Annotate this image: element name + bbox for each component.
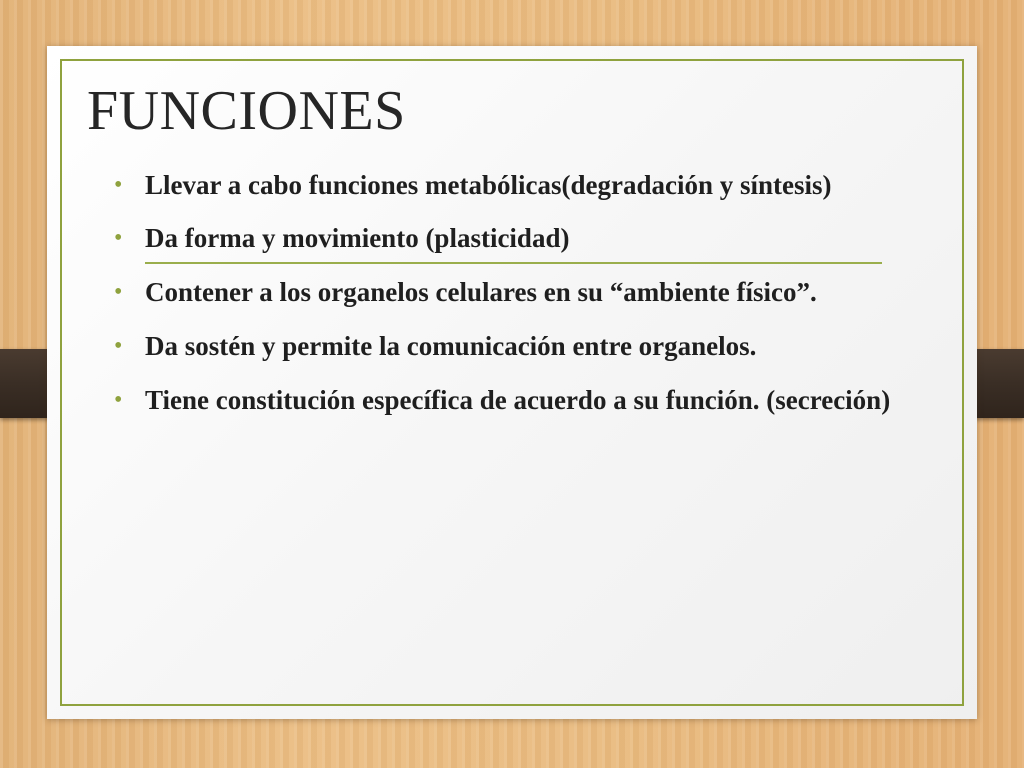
bullet-text: Da sostén y permite la comunicación entre organelos. bbox=[145, 331, 757, 361]
bullet-item bbox=[114, 166, 914, 209]
bullet-item bbox=[114, 219, 914, 258]
bullet-icon: • bbox=[114, 225, 123, 251]
bullet-item bbox=[114, 273, 914, 312]
slide-paper bbox=[47, 46, 977, 719]
bullet-text: Contener a los organelos celulares en su “ambiente físico”. bbox=[145, 277, 817, 307]
bullet-icon: • bbox=[114, 333, 123, 359]
bullet-text: Llevar a cabo funciones metabólicas(degradación y síntesis) bbox=[145, 170, 832, 200]
bullet-icon: • bbox=[114, 387, 123, 413]
bullet-icon: • bbox=[114, 279, 123, 305]
bullet-text: Tiene constitución específica de acuerdo a su función. (secreción) bbox=[145, 385, 891, 415]
bullet-list bbox=[114, 166, 914, 435]
bullet-text: Da forma y movimiento (plasticidad) bbox=[145, 223, 570, 253]
bullet-item bbox=[114, 381, 914, 420]
bullet-item bbox=[114, 327, 914, 366]
bullet-icon: • bbox=[114, 172, 123, 198]
slide-title: FUNCIONES bbox=[87, 80, 406, 142]
